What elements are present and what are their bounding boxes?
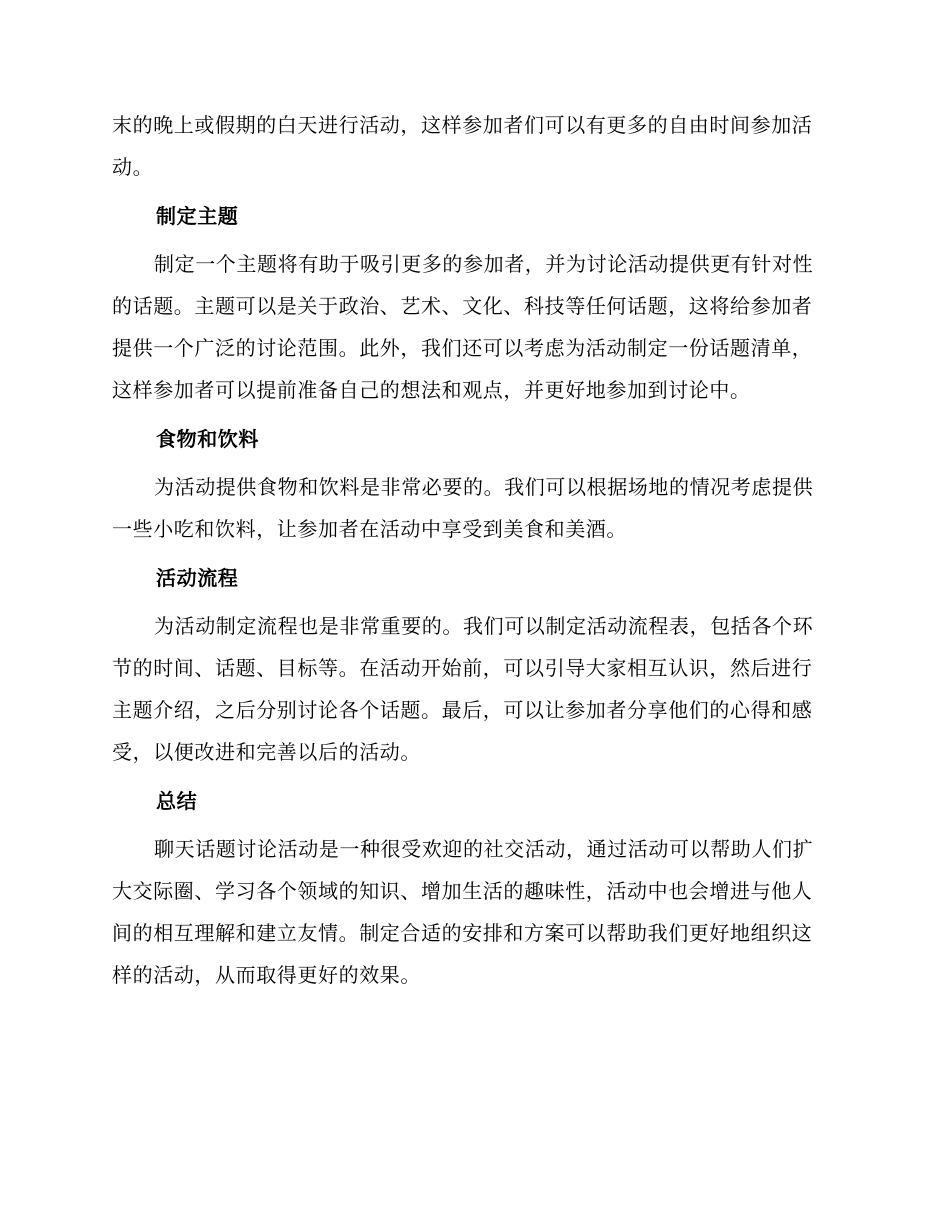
document-body — [112, 104, 832, 996]
section-heading-process: 活动流程 — [156, 566, 239, 590]
section-paragraph-food: 为活动提供食物和饮料是非常必要的。我们可以根据场地的情况考虑提供一些小吃和饮料，让参加者在活动中享受到美食和美酒。 — [112, 475, 814, 541]
section-paragraph-summary: 聊天话题讨论活动是一种很受欢迎的社交活动，通过活动可以帮助人们扩大交际圈、学习各个领域的知识、增加生活的趣味性，活动中也会增进与他人间的相互理解和建立友情。制定合适的安排和方案可以帮助我们更好地组织这样的活动，从而取得更好的效果。 — [112, 837, 814, 987]
section-heading-summary: 总结 — [156, 789, 198, 813]
section-heading-food: 食物和饮料 — [156, 427, 259, 451]
section-paragraph-theme: 制定一个主题将有助于吸引更多的参加者，并为讨论活动提供更有针对性的话题。主题可以是关于政治、艺术、文化、科技等任何话题，这将给参加者提供一个广泛的讨论范围。此外，我们还可以考虑为活动制定一份话题清单，这样参加者可以提前准备自己的想法和观点，并更好地参加到讨论中。 — [112, 252, 814, 402]
section-paragraph-process: 为活动制定流程也是非常重要的。我们可以制定活动流程表，包括各个环节的时间、话题、目标等。在活动开始前，可以引导大家相互认识，然后进行主题介绍，之后分别讨论各个话题。最后，可以让参加者分享他们的心得和感受，以便改进和完善以后的活动。 — [112, 614, 814, 764]
intro-paragraph: 末的晚上或假期的白天进行活动，这样参加者们可以有更多的自由时间参加活动。 — [112, 113, 813, 179]
section-heading-theme: 制定主题 — [156, 204, 239, 228]
